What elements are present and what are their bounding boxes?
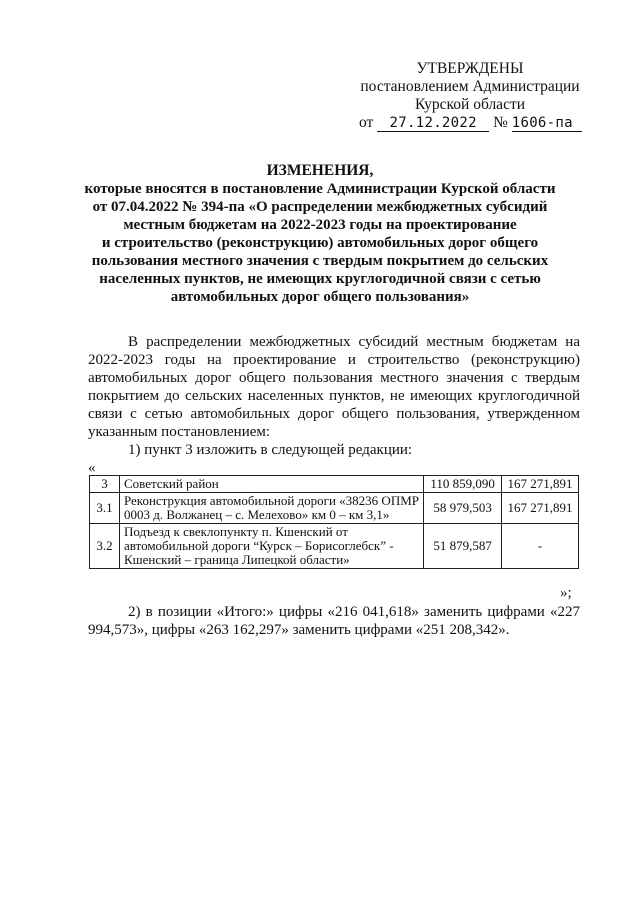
number-field [512,115,582,132]
table-row [90,476,579,493]
row-name: Реконструкция автомобильной дороги «38236 ОПМР 0003 д. Волжанец – с. Мелехово» км 0 – км 3,1» [119,493,423,524]
intro-text: В распределении межбюджетных субсидий местным бюджетам на 2022-2023 годы на проектирование и строительство (реконструкцию) автомобильных дорог общего пользования местного значения с твердым покрытием до сельских населенных пунктов, не имеющих круглогодичной связи с сетью автомобильных дорог общего пользования, утвержденном указанным постановлением: [88,334,580,440]
title-line: пользования местного значения с твердым покрытием до сельских [91,253,549,269]
row-number: 3.2 [90,524,120,569]
title-line: и строительство (реконструкцию) автомобильных дорог общего [101,235,539,251]
date-field [377,115,489,132]
table-row [90,524,579,569]
row-value-2022: 51 879,587 [424,524,502,569]
title-line: автомобильных дорог общего пользования» [170,289,470,305]
row-value-2023: 167 271,891 [502,493,579,524]
item-2-text: 2) в позиции «Итого:» цифры «216 041,618» заменить цифрами «227 994,573», цифры «263 162,297» заменить цифрами «251 208,342». [88,604,580,638]
row-name: Подъезд к свеклопункту п. Кшенский от автомобильной дороги “Курск – Борисоглебск” - Кшенский – граница Липецкой области» [119,524,423,569]
row-value-2023: - [502,524,579,569]
item-1-text: 1) пункт 3 изложить в следующей редакции: [128,442,413,458]
row-value-2023: 167 271,891 [502,476,579,493]
intro-paragraph [88,333,580,441]
item-2-paragraph [88,603,580,639]
title-line: местным бюджетам на 2022-2023 годы на проектирование [123,217,517,233]
approval-number: 1606-па [511,115,573,131]
approval-date: 27.12.2022 [389,115,477,131]
row-name: Советский район [119,476,423,493]
approval-block [355,60,585,132]
approval-date-line [359,114,585,132]
approved-heading: УТВЕРЖДЕНЫ [416,60,524,77]
title-line: которые вносятся в постановление Администрации Курской области [84,181,556,197]
close-quote: »; [560,585,572,601]
title-line: от 07.04.2022 № 394-па «О распределении межбюджетных субсидий [92,199,548,215]
row-number: 3.1 [90,493,120,524]
approval-line-2: Курской области [414,96,526,113]
row-number: 3 [90,476,120,493]
date-prefix: от [359,114,374,131]
title-line: населенных пунктов, не имеющих круглогодичной связи с сетью [99,271,541,287]
document-title [70,162,570,306]
subsidy-table [89,475,579,569]
number-prefix: № [493,114,508,131]
title-heading: ИЗМЕНЕНИЯ, [266,162,374,179]
row-value-2022: 58 979,503 [424,493,502,524]
approval-line-1: постановлением Администрации [360,78,580,95]
open-quote: « [88,460,96,476]
table-row [90,493,579,524]
row-value-2022: 110 859,090 [424,476,502,493]
